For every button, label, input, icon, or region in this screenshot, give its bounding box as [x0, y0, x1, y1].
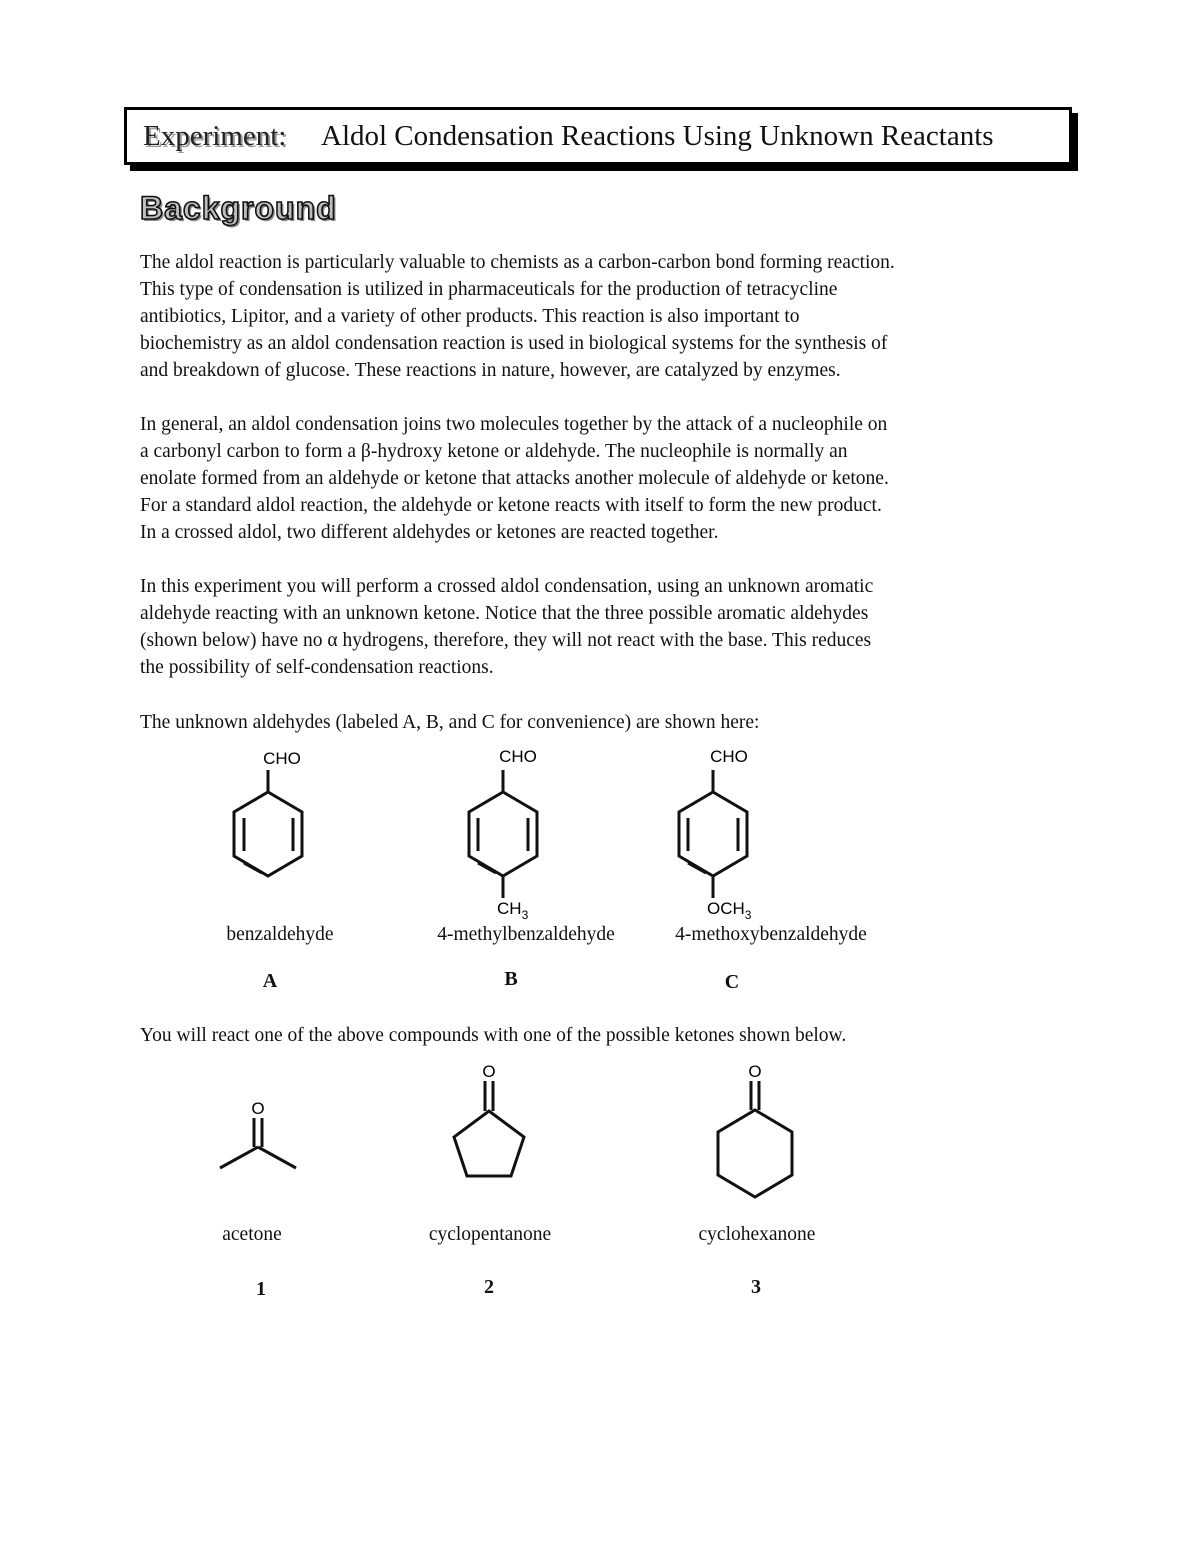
- group-label: CHO: [263, 749, 301, 768]
- group-label: CHO: [710, 747, 748, 766]
- compound-name: cyclohexanone: [698, 1224, 816, 1245]
- text-line: a carbonyl carbon to form a β-hydroxy ketone or aldehyde. The nucleophile is normally an: [140, 441, 848, 462]
- compound-label: B: [504, 968, 518, 990]
- compound-label: C: [724, 971, 740, 993]
- text-line: the possibility of self-condensation reactions.: [140, 657, 494, 678]
- compound-name: 4-methylbenzaldehyde: [437, 924, 615, 945]
- compound-label: 2: [484, 1276, 494, 1298]
- compound-label: A: [262, 970, 278, 992]
- compound-name: acetone: [222, 1224, 282, 1245]
- compound-name: cyclopentanone: [428, 1224, 552, 1245]
- ketones-intro: [140, 1022, 1080, 1049]
- text-line: For a standard aldol reaction, the aldehyde or ketone reacts with itself to form the new product.: [140, 495, 882, 516]
- text-line: biochemistry as an aldol condensation reaction is used in biological systems for the synthesis of: [140, 333, 888, 354]
- text-line: You will react one of the above compounds with one of the possible ketones shown below.: [140, 1025, 847, 1046]
- oxygen-label: O: [482, 1062, 496, 1081]
- group-label: CH: [497, 899, 522, 918]
- compound-name: 4-methoxybenzaldehyde: [675, 924, 867, 945]
- oxygen-label: O: [748, 1062, 762, 1081]
- compound-name: benzaldehyde: [226, 924, 334, 945]
- acetone-structure: [220, 1118, 296, 1168]
- group-label: OCH: [707, 899, 745, 918]
- page-title: Aldol Condensation Reactions Using Unknown Reactants: [321, 120, 994, 152]
- title-label: Experiment:: [143, 120, 287, 152]
- section-heading: Background: [140, 190, 337, 226]
- text-line: (shown below) have no α hydrogens, therefore, they will not react with the base. This reduces: [140, 630, 872, 651]
- methoxybenzaldehyde-structure: [679, 770, 747, 898]
- cyclohexanone-structure: [718, 1081, 792, 1197]
- text-line: In this experiment you will perform a crossed aldol condensation, using an unknown aromatic: [140, 576, 874, 597]
- text-line: The aldol reaction is particularly valuable to chemists as a carbon-carbon bond forming reaction.: [140, 252, 895, 273]
- text-line: aldehyde reacting with an unknown ketone. Notice that the three possible aromatic aldehydes: [140, 603, 869, 624]
- group-label: [707, 899, 752, 922]
- text-line: In a crossed aldol, two different aldehydes or ketones are reacted together.: [140, 522, 719, 543]
- subscript: 3: [521, 908, 529, 922]
- compound-label: 1: [256, 1278, 266, 1300]
- methylbenzaldehyde-structure: [469, 770, 537, 898]
- benzaldehyde-structure: [234, 770, 302, 876]
- text-line: In general, an aldol condensation joins two molecules together by the attack of a nucleophile on: [140, 414, 888, 435]
- text-line: and breakdown of glucose. These reactions in nature, however, are catalyzed by enzymes.: [140, 360, 841, 381]
- text-line: enolate formed from an aldehyde or ketone that attacks another molecule of aldehyde or ketone.: [140, 468, 889, 489]
- group-label: CHO: [499, 747, 537, 766]
- cyclopentanone-structure: [454, 1081, 524, 1176]
- text-line: antibiotics, Lipitor, and a variety of other products. This reaction is also important to: [140, 306, 800, 327]
- oxygen-label: O: [251, 1099, 265, 1118]
- compound-label: 3: [751, 1276, 761, 1298]
- group-label: [497, 899, 529, 922]
- text-line: This type of condensation is utilized in pharmaceuticals for the production of tetracycline: [140, 279, 838, 300]
- subscript: 3: [744, 908, 752, 922]
- text-line: The unknown aldehydes (labeled A, B, and C for convenience) are shown here:: [140, 712, 760, 733]
